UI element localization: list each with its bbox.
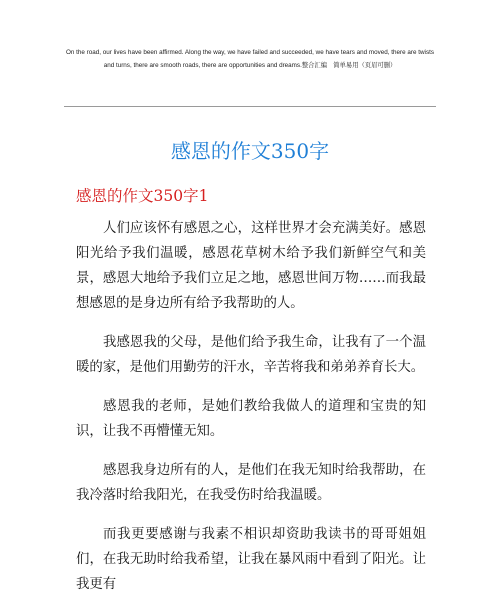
document-title: 感恩的作文350字 xyxy=(170,139,330,164)
page-header-text: On the road, our lives have been affirmed. Along the way, we have failed and succeeded, we have tears and moved, there are twists and turns, there are smooth roads, there are opportunities and dreams.整合汇编 简单易用（页眉可删） xyxy=(65,49,434,69)
document-body xyxy=(76,216,426,611)
paragraph: 感恩我身边所有的人，是他们在我无知时给我帮助，在我冷落时给我阳光，在我受伤时给我温暖。 xyxy=(76,463,426,503)
paragraph: 感恩我的老师，是她们教给我做人的道理和宝贵的知识，让我不再懵懂无知。 xyxy=(76,399,426,439)
paragraph: 人们应该怀有感恩之心，这样世界才会充满美好。感恩阳光给予我们温暖，感恩花草树木给予我们新鲜空气和美景，感恩大地给予我们立足之地，感恩世间万物……而我最想感恩的是身边所有给予我帮助的人。 xyxy=(76,221,426,311)
paragraph: 我感恩我的父母，是他们给予我生命，让我有了一个温暖的家，是他们用勤劳的汗水，辛苦将我和弟弟养育长大。 xyxy=(76,335,426,375)
header-divider xyxy=(64,106,436,107)
section-heading: 感恩的作文350字1 xyxy=(76,187,209,205)
paragraph: 而我更要感谢与我素不相识却资助我读书的哥哥姐姐们，在我无助时给我希望，让我在暴风雨中看到了阳光。让我更有 xyxy=(76,527,426,592)
